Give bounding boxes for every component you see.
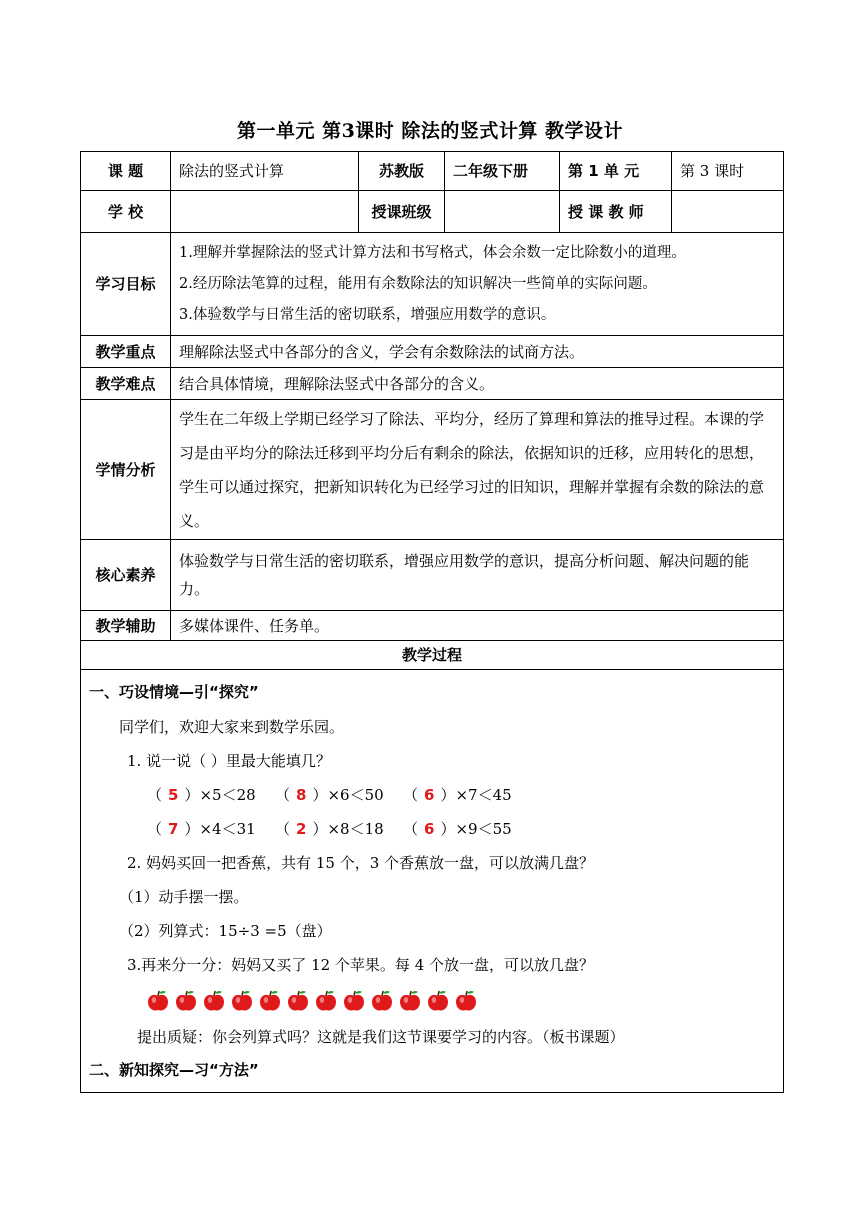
publisher: 苏教版 (359, 152, 445, 191)
literacy-text: 体验数学与日常生活的密切联系，增强应用数学的意识，提高分析问题、解决问题的能力。 (171, 540, 784, 611)
class-value (445, 191, 560, 233)
teacher-value (672, 191, 784, 233)
exercise-expression: ×5＜28 (199, 786, 256, 804)
apple-icon (369, 989, 395, 1013)
objectives-label: 学习目标 (81, 233, 171, 336)
apple-icon (341, 989, 367, 1013)
process-body-row (81, 670, 784, 1093)
process-title-row (81, 641, 784, 670)
teacher-label: 授 课 教 师 (560, 191, 672, 233)
exercise-expression: ×8＜18 (327, 820, 384, 838)
exercise-expression: ×4＜31 (199, 820, 256, 838)
question-2-step-1: （1）动手摆一摆。 (119, 888, 249, 906)
question-2-step-2: （2）列算式：15÷3 =5（盘） (119, 922, 332, 940)
exercise-row (89, 812, 775, 846)
apple-icon (257, 989, 283, 1013)
analysis-label: 学情分析 (81, 400, 171, 540)
difficulty-text: 结合具体情境，理解除法竖式中各部分的含义。 (171, 368, 784, 400)
difficulty-label: 教学难点 (81, 368, 171, 400)
exercise-answer: 7 (168, 820, 179, 838)
exercise-answer: 6 (424, 820, 435, 838)
exercise-answer: 8 (296, 786, 307, 804)
school-value (171, 191, 359, 233)
lesson-number: 第 3 课时 (672, 152, 784, 191)
literacy-row (81, 540, 784, 611)
apple-icon (201, 989, 227, 1013)
question-prompt: 提出质疑：你会列算式吗？这就是我们这节课要学习的内容。（板书课题） (137, 1028, 625, 1046)
exercise-item: （ 5 ）×5＜28 (147, 786, 256, 804)
info-row-topic (81, 152, 784, 191)
topic-value: 除法的竖式计算 (171, 152, 359, 191)
greeting-text: 同学们，欢迎大家来到数学乐园。 (119, 718, 345, 736)
topic-label: 课 题 (81, 152, 171, 191)
objective-item: 1.理解并掌握除法的竖式计算方法和书写格式，体会余数一定比除数小的道理。 (179, 244, 686, 261)
class-label: 授课班级 (359, 191, 445, 233)
key-point-row (81, 336, 784, 368)
literacy-label: 核心素养 (81, 540, 171, 611)
exercise-answer: 5 (168, 786, 179, 804)
grade: 二年级下册 (445, 152, 560, 191)
section1-heading: 一、巧设情境—引“探究” (89, 683, 259, 701)
apple-icon (453, 989, 479, 1013)
section2-heading: 二、新知探究—习“方法” (89, 1061, 259, 1079)
exercise-item: （ 6 ）×7＜45 (403, 786, 512, 804)
key-point-label: 教学重点 (81, 336, 171, 368)
difficulty-row (81, 368, 784, 400)
analysis-row (81, 400, 784, 540)
info-row-school (81, 191, 784, 233)
unit: 第 1 单 元 (560, 152, 672, 191)
exercise-item: （ 8 ）×6＜50 (275, 786, 384, 804)
apple-icon (397, 989, 423, 1013)
aids-label: 教学辅助 (81, 611, 171, 641)
exercise-answer: 2 (296, 820, 307, 838)
exercise-expression: ×9＜55 (455, 820, 512, 838)
exercise-row (89, 778, 775, 812)
objective-item: 3.体验数学与日常生活的密切联系，增强应用数学的意识。 (179, 306, 556, 323)
page-title: 第一单元 第3课时 除法的竖式计算 教学设计 (236, 120, 624, 142)
apple-icon (313, 989, 339, 1013)
apple-icon (229, 989, 255, 1013)
question-2: 2. 妈妈买回一把香蕉，共有 15 个，3 个香蕉放一盘，可以放满几盘？ (127, 854, 595, 872)
apple-row (89, 982, 775, 1020)
exercise-item: （ 6 ）×9＜55 (403, 820, 512, 838)
exercise-expression: ×6＜50 (327, 786, 384, 804)
objectives-row (81, 233, 784, 336)
aids-text: 多媒体课件、任务单。 (171, 611, 784, 641)
exercise-item: （ 7 ）×4＜31 (147, 820, 256, 838)
question-1: 1. 说一说（ ）里最大能填几？ (127, 752, 331, 770)
school-label: 学 校 (81, 191, 171, 233)
apple-icon (285, 989, 311, 1013)
apple-icon (425, 989, 451, 1013)
exercise-expression: ×7＜45 (455, 786, 512, 804)
apple-icon (173, 989, 199, 1013)
process-title: 教学过程 (81, 641, 784, 670)
exercise-answer: 6 (424, 786, 435, 804)
apple-icon (145, 989, 171, 1013)
objective-item: 2.经历除法笔算的过程，能用有余数除法的知识解决一些简单的实际问题。 (179, 275, 657, 292)
lesson-plan-table (80, 151, 784, 1093)
aids-row (81, 611, 784, 641)
exercise-item: （ 2 ）×8＜18 (275, 820, 384, 838)
analysis-text: 学生在二年级上学期已经学习了除法、平均分，经历了算理和算法的推导过程。本课的学习是由平均分的除法迁移到平均分后有剩余的除法，依据知识的迁移，应用转化的思想，学生可以通过探究，把新知识转化为已经学习过的旧知识，理解并掌握有余数的除法的意义。 (171, 400, 784, 540)
key-point-text: 理解除法竖式中各部分的含义，学会有余数除法的试商方法。 (171, 336, 784, 368)
question-3: 3.再来分一分：妈妈又买了 12 个苹果。每 4 个放一盘，可以放几盘？ (127, 956, 595, 974)
